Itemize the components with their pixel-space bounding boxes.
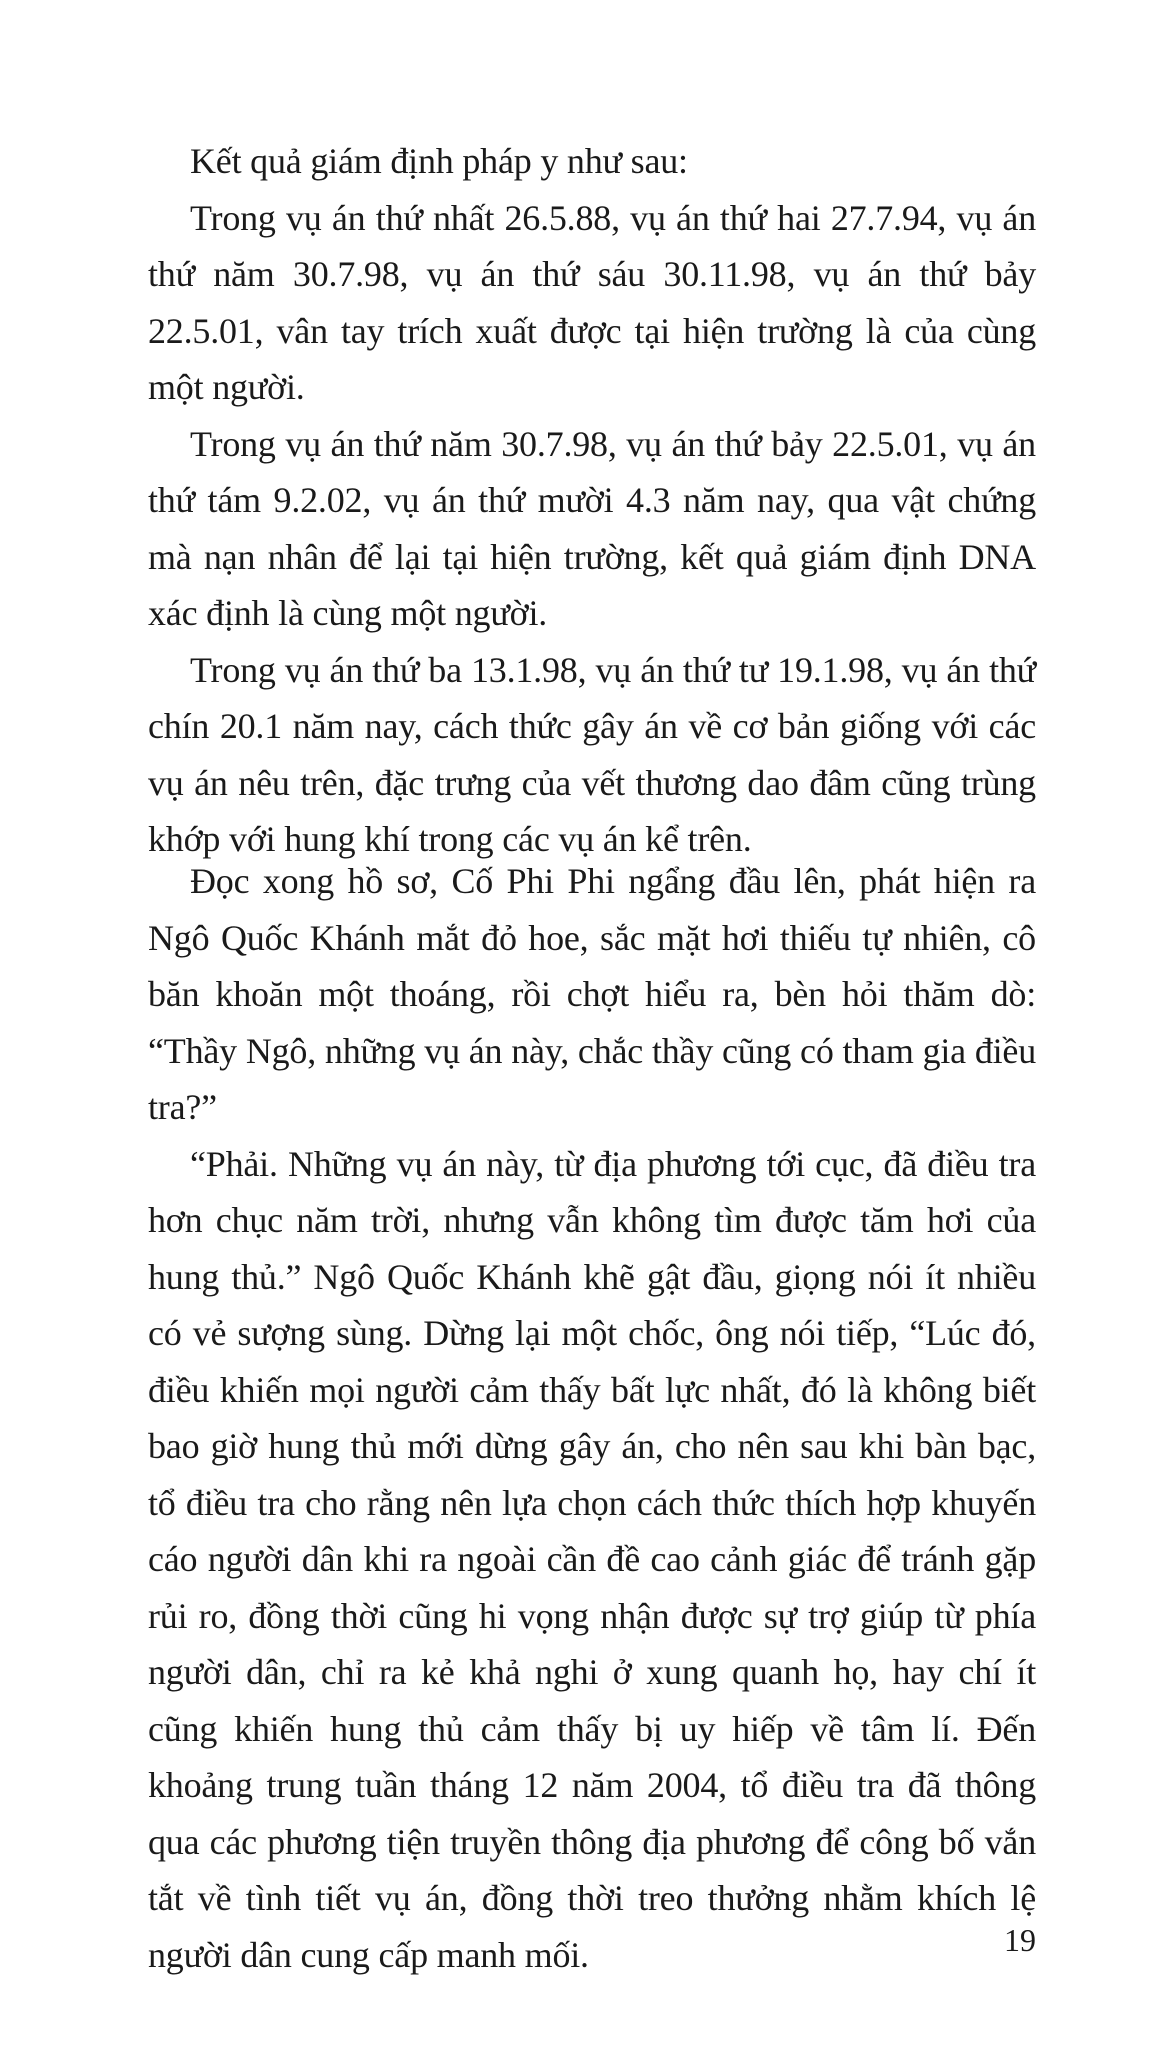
paragraph: Đọc xong hồ sơ, Cố Phi Phi ngẩng đầu lên, phát hiện ra Ngô Quốc Khánh mắt đỏ hoe, sắc mặt hơi thiếu tự nhiên, cô băn khoăn một thoáng, rồi chợt hiểu ra, bèn hỏi thăm dò: “Thầy Ngô, những vụ án này, chắc thầy cũng có tham gia điều tra?” (148, 861, 1036, 1127)
paragraph: Kết quả giám định pháp y như sau: (190, 141, 688, 181)
paragraph: “Phải. Những vụ án này, từ địa phương tới cục, đã điều tra hơn chục năm trời, nhưng vẫn không tìm được tăm hơi của hung thủ.” Ngô Quốc Khánh khẽ gật đầu, giọng nói ít nhiều có vẻ sượng sùng. Dừng lại một chốc, ông nói tiếp, “Lúc đó, điều khiến mọi người cảm thấy bất lực nhất, đó là không biết bao giờ hung thủ mới dừng gây án, cho nên sau khi bàn bạc, tổ điều tra cho rằng nên lựa chọn cách thức thích hợp khuyến cáo người dân khi ra ngoài cần đề cao cảnh giác để tránh gặp rủi ro, đồng thời cũng hi vọng nhận được sự trợ giúp từ phía người dân, chỉ ra kẻ khả nghi ở xung quanh họ, hay chí ít cũng khiến hung thủ cảm thấy bị uy hiếp về tâm lí. Đến khoảng trung tuần tháng 12 năm 2004, tổ điều tra đã thông qua các phương tiện truyền thông địa phương để công bố vắn tắt về tình tiết vụ án, đồng thời treo thưởng nhằm khích lệ người dân cung cấp manh mối. (148, 1143, 1036, 1975)
narrative-section (148, 853, 1036, 1983)
paragraph: Trong vụ án thứ ba 13.1.98, vụ án thứ tư 19.1.98, vụ án thứ chín 20.1 năm nay, cách thức gây án về cơ bản giống với các vụ án nêu trên, đặc trưng của vết thương dao đâm cũng trùng khớp với hung khí trong các vụ án kể trên. (148, 649, 1036, 859)
forensic-results-section (148, 133, 1036, 868)
page-number: 19 (1004, 1922, 1036, 1958)
paragraph: Trong vụ án thứ nhất 26.5.88, vụ án thứ hai 27.7.94, vụ án thứ năm 30.7.98, vụ án thứ sáu 30.11.98, vụ án thứ bảy 22.5.01, vân tay trích xuất được tại hiện trường là của cùng một người. (148, 197, 1036, 407)
paragraph: Trong vụ án thứ năm 30.7.98, vụ án thứ bảy 22.5.01, vụ án thứ tám 9.2.02, vụ án thứ mười 4.3 năm nay, qua vật chứng mà nạn nhân để lại tại hiện trường, kết quả giám định DNA xác định là cùng một người. (148, 423, 1036, 633)
